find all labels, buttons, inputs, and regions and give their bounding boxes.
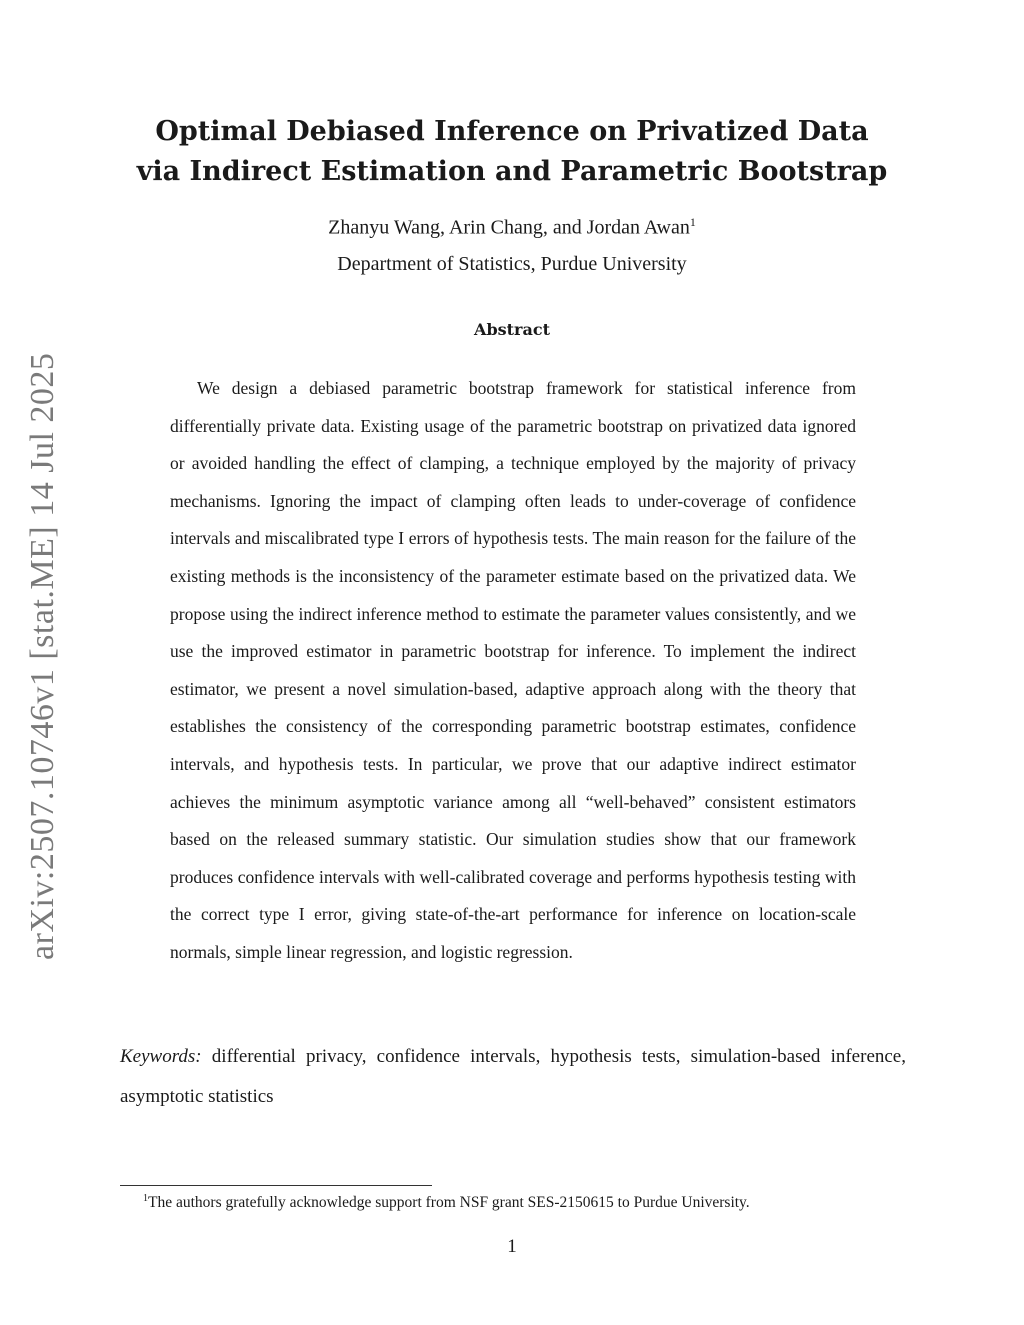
- footnote: [143, 1188, 903, 1214]
- keywords-list: differential privacy, confidence intervals, hypothesis tests, simulation-based inference, asymptotic statistics: [120, 1046, 906, 1107]
- abstract-text: We design a debiased parametric bootstrap framework for statistical inference from differentially private data. Existing usage of the parametric bootstrap on privatized data ignored or avoided handling the effect of clamping, a technique employed by the majority of privacy mechanisms. Ignoring the impact of clamping often leads to under-coverage of confidence intervals and miscalibrated type I errors of hypothesis tests. The main reason for the failure of the existing methods is the inconsistency of the parameter estimate based on the privatized data. We propose using the indirect inference method to estimate the parameter values consistently, and we use the improved estimator in parametric bootstrap for inference. To implement the indirect estimator, we present a novel simulation-based, adaptive approach along with the theory that establishes the consistency of the corresponding parametric bootstrap estimates, confidence intervals, and hypothesis tests. In particular, we prove that our adaptive indirect estimator achieves the minimum asymptotic variance among all “well-behaved” consistent estimators based on the released summary statistic. Our simulation studies show that our framework produces confidence intervals with well-calibrated coverage and performs hypothesis testing with the correct type I error, giving state-of-the-art performance for inference on location-scale normals, simple linear regression, and logistic regression.: [170, 378, 856, 962]
- author-footnote-mark: 1: [689, 215, 696, 229]
- author-names: Zhanyu Wang, Arin Chang, and Jordan Awan: [328, 216, 690, 239]
- footnote-divider: [120, 1185, 432, 1186]
- paper-title: [120, 112, 904, 192]
- footnote-mark: 1: [143, 1193, 148, 1204]
- keywords-label: Keywords:: [120, 1046, 202, 1067]
- abstract-heading: Abstract: [474, 320, 550, 339]
- arxiv-identifier-stamp: arXiv:2507.10746v1 [stat.ME] 14 Jul 2025: [24, 352, 61, 960]
- keywords: [120, 1037, 906, 1117]
- page-number: 1: [507, 1236, 517, 1257]
- title-line-2: via Indirect Estimation and Parametric Bootstrap: [136, 156, 888, 187]
- affiliation: Department of Statistics, Purdue University: [337, 253, 687, 275]
- title-line-1: Optimal Debiased Inference on Privatized Data: [155, 116, 869, 147]
- author-list: [120, 208, 904, 242]
- footnote-text: The authors gratefully acknowledge support from NSF grant SES-2150615 to Purdue University.: [148, 1194, 750, 1212]
